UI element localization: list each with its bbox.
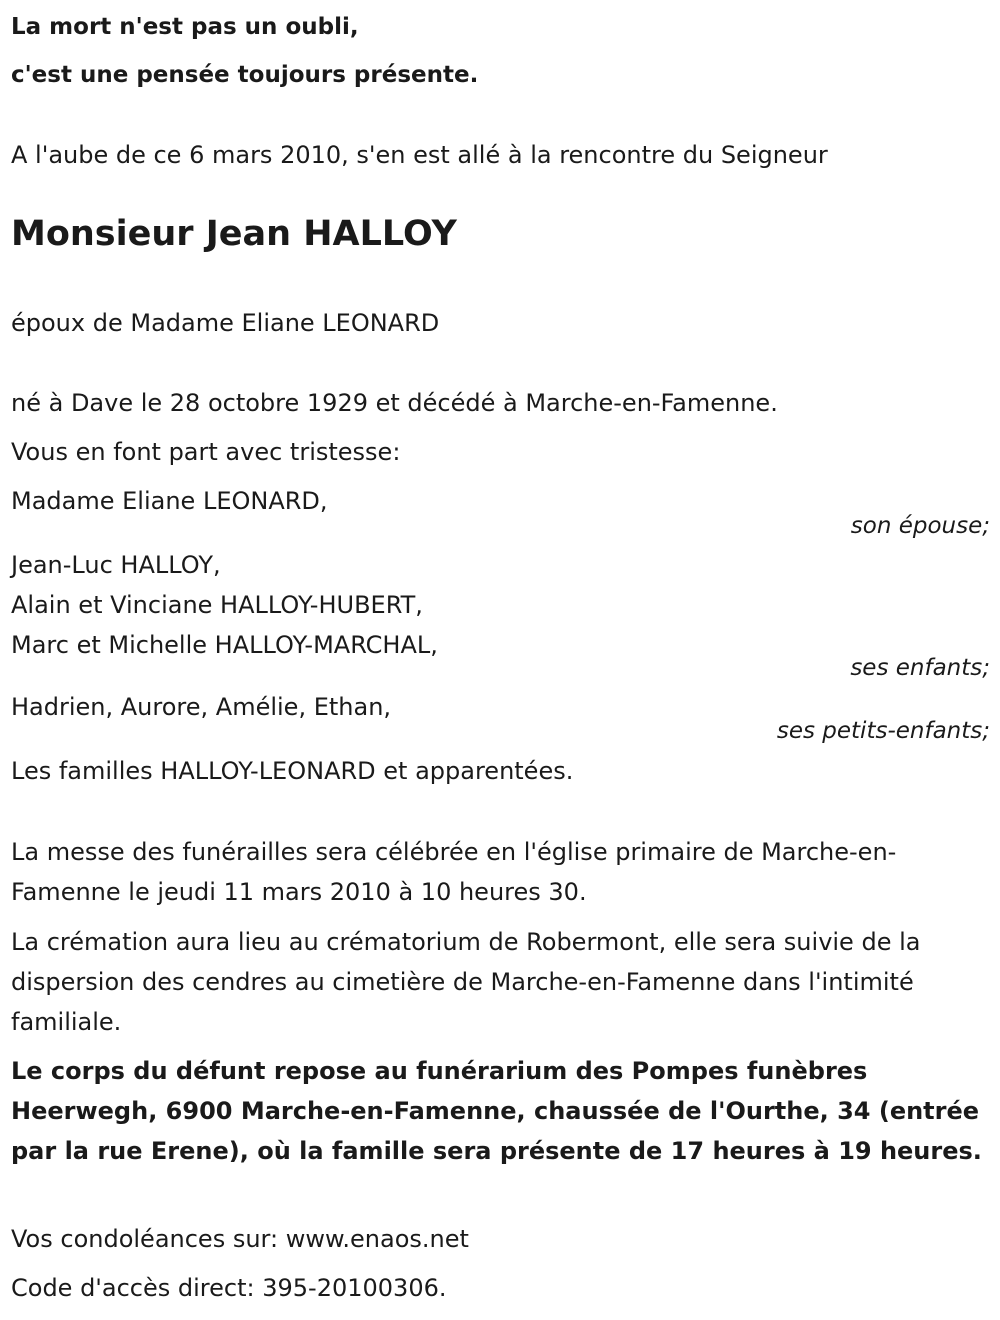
birth-death-line: né à Dave le 28 octobre 1929 et décédé à Marche-en-Famenne. <box>11 389 778 417</box>
child-name: Alain et Vinciane HALLOY-HUBERT, <box>11 591 423 619</box>
grandchildren-role: ses petits-enfants; <box>776 718 990 744</box>
spouse-line: époux de Madame Eliane LEONARD <box>11 309 440 337</box>
intro-text: A l'aube de ce 6 mars 2010, s'en est allé à la rencontre du Seigneur <box>11 141 828 169</box>
mass-paragraph: La messe des funérailles sera célébrée en l'église primaire de Marche-en-Famenne le jeudi 11 mars 2010 à 10 heures 30. <box>11 838 897 906</box>
quote-line-1: La mort n'est pas un oubli, <box>11 14 359 40</box>
children-role: ses enfants; <box>850 655 990 681</box>
visitation-paragraph: Le corps du défunt repose au funérarium des Pompes funèbres Heerwegh, 6900 Marche-en-Famenne, chaussée de l'Ourthe, 34 (entrée par la rue Erene), où la famille sera présente de 17 heures à 19 heures. <box>11 1057 982 1165</box>
families-line: Les familles HALLOY-LEONARD et apparentées. <box>11 757 574 785</box>
child-name: Jean-Luc HALLOY, <box>11 551 221 579</box>
access-code-line: Code d'accès direct: 395-20100306. <box>11 1274 447 1302</box>
spouse-role: son épouse; <box>850 513 990 539</box>
cremation-paragraph: La crémation aura lieu au crématorium de Robermont, elle sera suivie de la dispersion des cendres au cimetière de Marche-en-Famenne dans l'intimité familiale. <box>11 928 921 1036</box>
grandchildren-names: Hadrien, Aurore, Amélie, Ethan, <box>11 693 392 721</box>
quote-line-2: c'est une pensée toujours présente. <box>11 62 479 88</box>
announcement-line: Vous en font part avec tristesse: <box>11 438 401 466</box>
deceased-name: Monsieur Jean HALLOY <box>11 214 457 254</box>
condolences-line: Vos condoléances sur: www.enaos.net <box>11 1225 469 1253</box>
child-name: Marc et Michelle HALLOY-MARCHAL, <box>11 631 438 659</box>
spouse-name: Madame Eliane LEONARD, <box>11 487 328 515</box>
